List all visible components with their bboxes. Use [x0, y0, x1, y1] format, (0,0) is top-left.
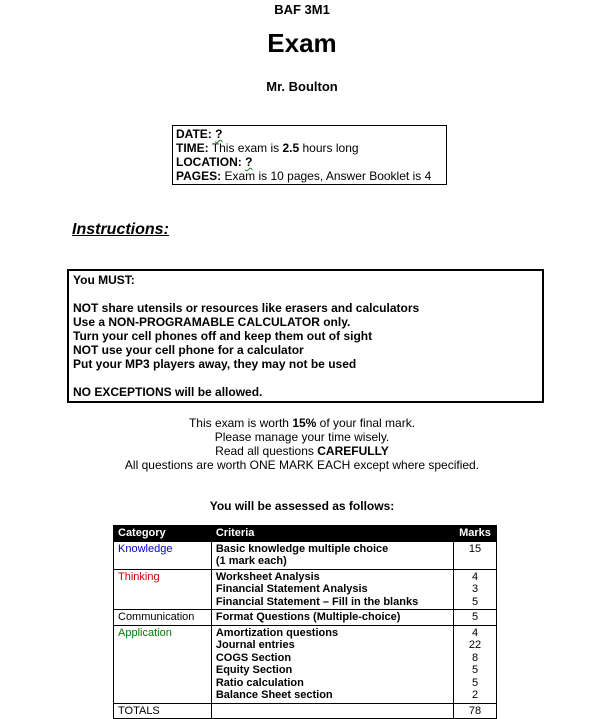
marks-cell: [454, 569, 497, 610]
date-value: ?: [215, 127, 223, 141]
totals-blank: [211, 703, 453, 719]
criteria-item: Balance Sheet section: [215, 689, 333, 701]
pages-line: [176, 169, 443, 183]
exam-info-box: [172, 125, 447, 185]
rule-item: NOT use your cell phone for a calculator: [73, 343, 304, 357]
totals-row: [114, 703, 497, 719]
header-criteria: Criteria: [211, 526, 453, 542]
rule-item: Use a NON-PROGRAMABLE CALCULATOR only.: [73, 315, 351, 329]
pages-label: PAGES:: [176, 169, 222, 183]
category-cell: Thinking: [114, 569, 212, 610]
criteria-cell: [211, 541, 453, 569]
marks-value: 3: [471, 583, 479, 595]
location-label: LOCATION:: [176, 155, 242, 169]
category-cell: Communication: [114, 610, 212, 626]
marks-value: 5: [471, 676, 479, 689]
marks-value: 8: [471, 651, 479, 664]
marks-value: 22: [468, 639, 482, 651]
rules-box: [67, 269, 544, 403]
time-hours: 2.5: [282, 141, 300, 155]
category-cell: Application: [114, 625, 212, 703]
worth-pre: This exam is worth: [188, 416, 293, 430]
criteria-item: Basic knowledge multiple choice: [215, 542, 389, 555]
table-row: [114, 625, 497, 703]
table-row: [114, 569, 497, 610]
read-line: [0, 444, 604, 458]
teacher-name: Mr. Boulton: [266, 79, 338, 94]
rule-item: Put your MP3 players away, they may not be used: [73, 357, 357, 371]
criteria-item: Journal entries: [215, 639, 295, 651]
table-row: [114, 610, 497, 626]
manage-line: Please manage your time wisely.: [214, 430, 390, 444]
time-label: TIME:: [176, 141, 209, 155]
marks-value: 4: [471, 626, 479, 639]
date-label: DATE:: [176, 127, 212, 141]
marks-value: 4: [471, 570, 479, 583]
rules-intro: You MUST:: [73, 273, 135, 287]
marks-value: 5: [471, 611, 479, 623]
pages-value: Exam is 10 pages, Answer Booklet is 4: [224, 169, 432, 183]
criteria-item: Financial Statement – Fill in the blanks: [215, 595, 419, 608]
marks-note-line: All questions are worth ONE MARK EACH except where specified.: [124, 458, 480, 472]
totals-label: TOTALS: [114, 703, 212, 719]
criteria-item: Amortization questions: [215, 626, 339, 639]
marks-value: 15: [468, 542, 482, 555]
table-header-row: [114, 526, 497, 542]
criteria-item: Ratio calculation: [215, 676, 304, 689]
worth-post: of your final mark.: [316, 416, 416, 430]
read-pre: Read all questions: [215, 444, 318, 458]
worth-percent: 15%: [292, 416, 317, 430]
worth-line: [0, 416, 604, 430]
read-carefully: CAREFULLY: [317, 444, 389, 458]
marks-value: 5: [471, 664, 479, 676]
criteria-cell: [211, 625, 453, 703]
header-marks: Marks: [454, 526, 497, 542]
marks-value: 5: [471, 595, 479, 608]
assessment-heading: You will be assessed as follows:: [209, 499, 395, 513]
criteria-item: COGS Section: [215, 651, 292, 664]
criteria-item: Worksheet Analysis: [215, 570, 320, 583]
date-line: [176, 127, 443, 141]
time-pre: This exam is: [211, 141, 283, 155]
location-value: ?: [245, 155, 253, 169]
criteria-cell: [211, 569, 453, 610]
category-cell: Knowledge: [114, 541, 212, 569]
criteria-cell: [211, 610, 453, 626]
header-category: Category: [114, 526, 212, 542]
instructions-heading: Instructions:: [72, 221, 169, 238]
table-row: [114, 541, 497, 569]
marks-cell: [454, 625, 497, 703]
time-post: hours long: [299, 141, 359, 155]
marks-value: 2: [471, 689, 479, 701]
assessment-table: [113, 525, 497, 719]
time-line: [176, 141, 443, 155]
criteria-item: Financial Statement Analysis: [215, 583, 368, 595]
criteria-item: Format Questions (Multiple-choice): [215, 611, 401, 623]
exam-title: Exam: [267, 28, 337, 58]
criteria-item: (1 mark each): [215, 555, 287, 567]
rule-item: NOT share utensils or resources like erasers and calculators: [73, 301, 420, 315]
rules-closing: NO EXCEPTIONS will be allowed.: [73, 385, 263, 399]
criteria-item: Equity Section: [215, 664, 293, 676]
marks-cell: [454, 541, 497, 569]
rule-item: Turn your cell phones off and keep them out of sight: [73, 329, 373, 343]
exam-notes: [0, 416, 604, 472]
marks-cell: [454, 610, 497, 626]
course-code: BAF 3M1: [274, 2, 330, 17]
location-line: [176, 155, 443, 169]
totals-value: 78: [454, 703, 497, 719]
